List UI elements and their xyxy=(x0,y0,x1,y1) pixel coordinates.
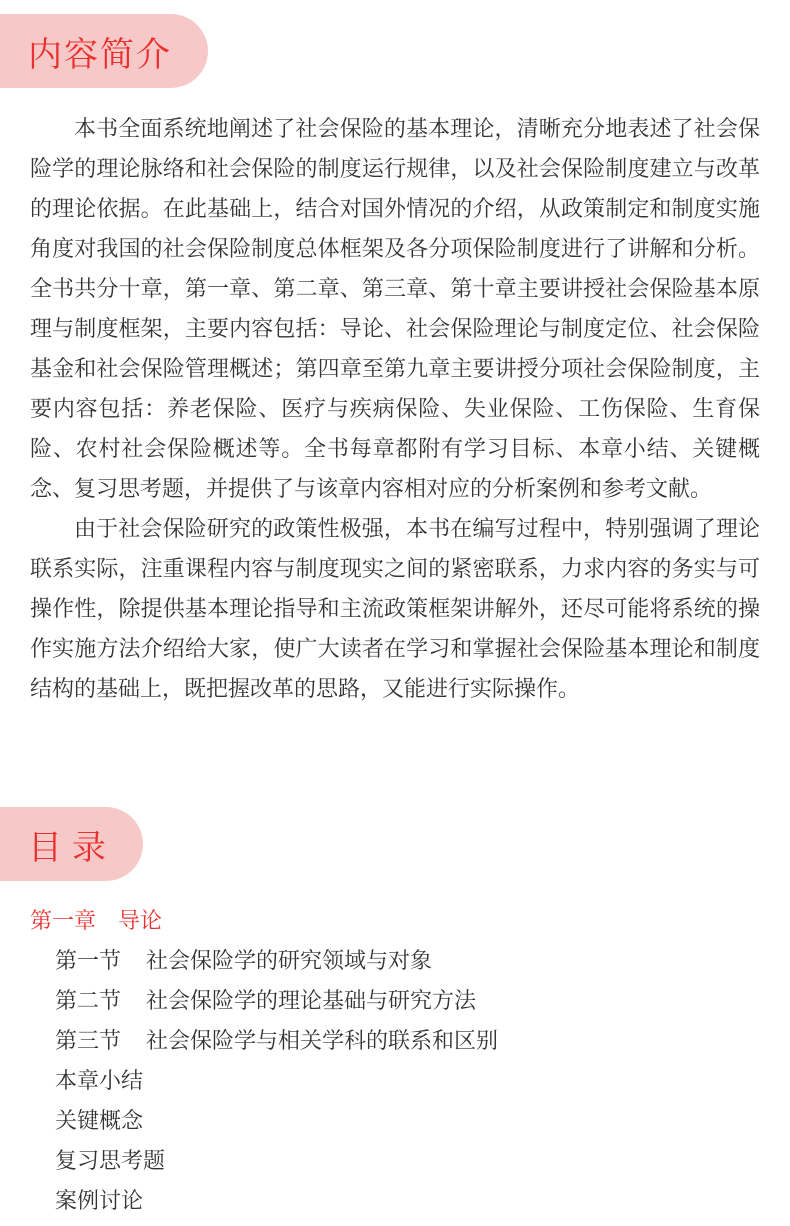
chapter-title: 导论 xyxy=(118,909,163,934)
toc-header xyxy=(0,807,143,881)
intro-body xyxy=(30,110,760,710)
toc-section[interactable] xyxy=(30,1022,760,1062)
section-number: 第三节 xyxy=(55,1029,122,1054)
toc-title: 目录 xyxy=(28,827,116,868)
toc-chapter[interactable] xyxy=(30,902,760,942)
section-title: 社会保险学的理论基础与研究方法 xyxy=(146,989,477,1014)
table-of-contents xyxy=(30,902,760,1222)
toc-section[interactable] xyxy=(30,942,760,982)
toc-extra-key-concepts[interactable]: 关键概念 xyxy=(55,1109,144,1134)
intro-header xyxy=(0,14,208,88)
toc-extra-review-questions[interactable]: 复习思考题 xyxy=(55,1149,166,1174)
intro-paragraph: 本书全面系统地阐述了社会保险的基本理论，清晰充分地表述了社会保险学的理论脉络和社会保险的制度运行规律，以及社会保险制度建立与改革的理论依据。在此基础上，结合对国外情况的介绍，从政策制定和制度实施角度对我国的社会保险制度总体框架及各分项保险制度进行了讲解和分析。全书共分十章，第一章、第二章、第三章、第十章主要讲授社会保险基本原理与制度框架，主要内容包括：导论、社会保险理论与制度定位、社会保险基金和社会保险管理概述；第四章至第九章主要讲授分项社会保险制度，主要内容包括：养老保险、医疗与疾病保险、失业保险、工伤保险、生育保险、农村社会保险概述等。全书每章都附有学习目标、本章小结、关键概念、复习思考题，并提供了与该章内容相对应的分析案例和参考文献。 xyxy=(30,117,760,502)
toc-extra-summary[interactable]: 本章小结 xyxy=(55,1069,144,1094)
section-number: 第二节 xyxy=(55,989,122,1014)
section-number: 第一节 xyxy=(55,949,122,974)
toc-section[interactable] xyxy=(30,982,760,1022)
section-title: 社会保险学的研究领域与对象 xyxy=(146,949,433,974)
intro-paragraph: 由于社会保险研究的政策性极强，本书在编写过程中，特别强调了理论联系实际，注重课程内容与制度现实之间的紧密联系，力求内容的务实与可操作性，除提供基本理论指导和主流政策框架讲解外，还尽可能将系统的操作实施方法介绍给大家，使广大读者在学习和掌握社会保险基本理论和制度结构的基础上，既把握改革的思路，又能进行实际操作。 xyxy=(30,517,760,702)
toc-extra-case-discussion[interactable]: 案例讨论 xyxy=(55,1189,144,1214)
section-title: 社会保险学与相关学科的联系和区别 xyxy=(146,1029,499,1054)
chapter-number: 第一章 xyxy=(30,909,97,934)
intro-title: 内容简介 xyxy=(28,34,172,75)
